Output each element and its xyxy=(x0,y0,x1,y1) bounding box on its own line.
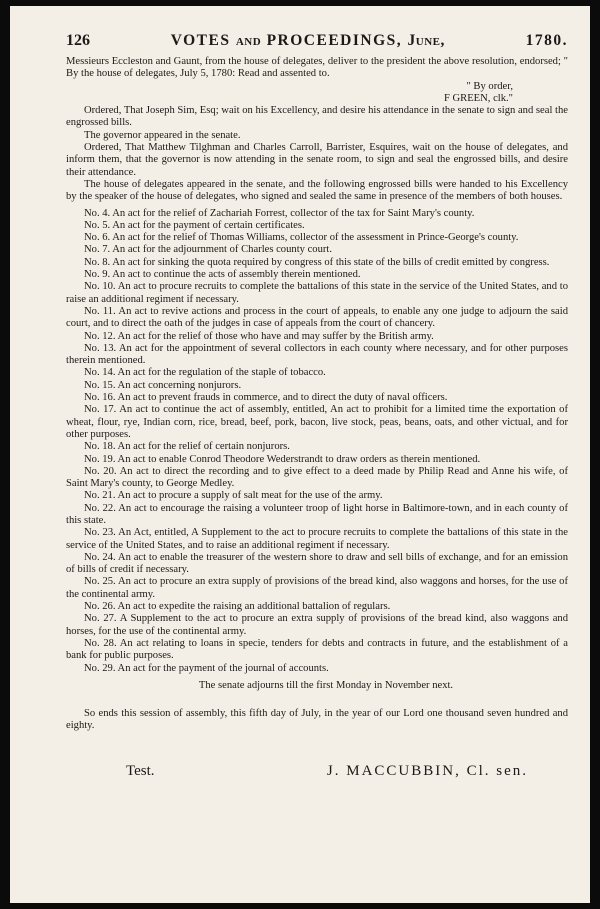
intro-paragraph: The governor appeared in the senate. xyxy=(84,129,241,141)
bill-item: No. 7. An act for the adjournment of Charles county court. xyxy=(84,244,333,256)
bill-item: No. 27. A Supplement to the act to procure an extra supply of provisions of the bread kind, also waggons and horses, for the use of the continental army. xyxy=(66,613,568,637)
bill-item: No. 21. An act to procure a supply of salt meat for the use of the army. xyxy=(84,490,383,502)
intro-paragraph: Ordered, That Matthew Tilghman and Charles Carroll, Barrister, Esquires, wait on the house of delegates, and inform them, that the governor is now attending in the senate room, to sign and seal the engrossed bills, and desire their attendance. xyxy=(66,142,568,178)
bill-item: No. 18. An act for the relief of certain nonjurors. xyxy=(84,441,290,453)
intro-paragraph: " By order, xyxy=(466,80,513,92)
bill-item: No. 5. An act for the payment of certain certificates. xyxy=(84,219,305,231)
bill-item: No. 4. An act for the relief of Zachariah Forrest, collector of the tax for Saint Mary's county. xyxy=(84,207,475,219)
bill-item: No. 15. An act concerning nonjurors. xyxy=(84,379,242,391)
intro-paragraph: Messieurs Eccleston and Gaunt, from the house of delegates, deliver to the president the above resolution, endorsed; " By the house of delegates, July 5, 1780: Read and assented to. xyxy=(66,56,568,80)
title-votes: VOTES xyxy=(170,32,231,49)
intro-paragraph: The house of delegates appeared in the senate, and the following engrossed bills were handed to his Excellency by the speaker of the house of delegates, who signed and sealed the same in presence of the members of both houses. xyxy=(66,178,568,203)
bill-item: No. 6. An act for the relief of Thomas Williams, collector of the assessment in Prince-George's county. xyxy=(84,232,519,244)
title-and: and xyxy=(235,32,262,49)
clerk-signature: J. MACCUBBIN, Cl. sen. xyxy=(326,762,528,779)
bill-item: No. 9. An act to continue the acts of assembly therein mentioned. xyxy=(84,269,361,281)
page-number: 126 xyxy=(66,32,90,49)
title-month: June, xyxy=(407,32,445,49)
bill-item: No. 29. An act for the payment of the journal of accounts. xyxy=(84,662,329,674)
bill-item: No. 11. An act to revive actions and process in the court of appeals, to enable any one judge to adjourn the said court, and to direct the oath of the judges in case of appeals from the court of chancery. xyxy=(66,305,568,330)
bill-item: No. 17. An act to continue the act of assembly, entitled, An act to prohibit for a limited time the exportation of wheat, flour, rye, Indian corn, rice, bread, beef, pork, bacon, live stock, peas, beans, oats, and other victual, and for other purposes. xyxy=(66,404,568,440)
bill-item: No. 14. An act for the regulation of the staple of tobacco. xyxy=(84,367,326,379)
intro-paragraph: Ordered, That Joseph Sim, Esq; wait on his Excellency, and desire his attendance in the senate to sign and seal the engrossed bills. xyxy=(66,105,568,129)
closing-paragraph: So ends this session of assembly, this fifth day of July, in the year of our Lord one thousand seven hundred and eighty. xyxy=(66,708,568,732)
bill-item: No. 23. An Act, entitled, A Supplement to the act to procure recruits to complete the battalions of this state in the service of the United States, and to raise an additional regiment if necessary. xyxy=(66,527,568,551)
page-header xyxy=(66,32,568,50)
bill-item: No. 19. An act to enable Conrod Theodore Wederstrandt to draw orders as therein mentioned. xyxy=(84,453,481,465)
title-proceedings: PROCEEDINGS, xyxy=(266,32,403,49)
bill-item: No. 10. An act to procure recruits to complete the battalions of this state in the service of the United States, and to raise an additional regiment if necessary. xyxy=(66,281,568,305)
running-title xyxy=(171,32,445,50)
bill-item: No. 20. An act to direct the recording and to give effect to a deed made by Philip Read and Anne his wife, of Saint Mary's county, to George Medley. xyxy=(66,465,568,490)
bill-item: No. 28. An act relating to loans in specie, tenders for debts and contracts in future, and the establishment of a bank for public purposes. xyxy=(66,637,568,662)
bill-item: No. 12. An act for the relief of those who have and may suffer by the British army. xyxy=(84,330,434,342)
bill-item: No. 16. An act to prevent frauds in commerce, and to direct the duty of naval officers. xyxy=(84,392,448,404)
bill-item: No. 24. An act to enable the treasurer of the western shore to draw and sell bills of exchange, and for an emission of bills of credit if necessary. xyxy=(66,551,568,576)
bill-item: No. 25. An act to procure an extra supply of provisions of the bread kind, also waggons and horses, for the use of the continental army. xyxy=(66,576,568,600)
bill-item: No. 13. An act for the appointment of several collectors in each county where necessary, and for other purposes therein mentioned. xyxy=(66,342,568,367)
adjournment-line: The senate adjourns till the first Monday in November next. xyxy=(198,679,454,691)
signoff xyxy=(66,763,568,780)
bill-item: No. 26. An act to expedite the raising an additional battalion of regulars. xyxy=(84,601,391,613)
bill-list xyxy=(66,208,568,675)
bill-item: No. 8. An act for sinking the quota required by congress of this state of the bills of credit emitted by congress. xyxy=(84,256,550,268)
intro-paragraph: F GREEN, clk." xyxy=(443,92,513,104)
document-page xyxy=(10,6,590,903)
bill-item: No. 22. An act to encourage the raising a volunteer troop of light horse in Baltimore-town, and in each county of this state. xyxy=(66,502,568,526)
title-year: 1780. xyxy=(525,32,568,49)
test-label: Test. xyxy=(126,762,155,779)
